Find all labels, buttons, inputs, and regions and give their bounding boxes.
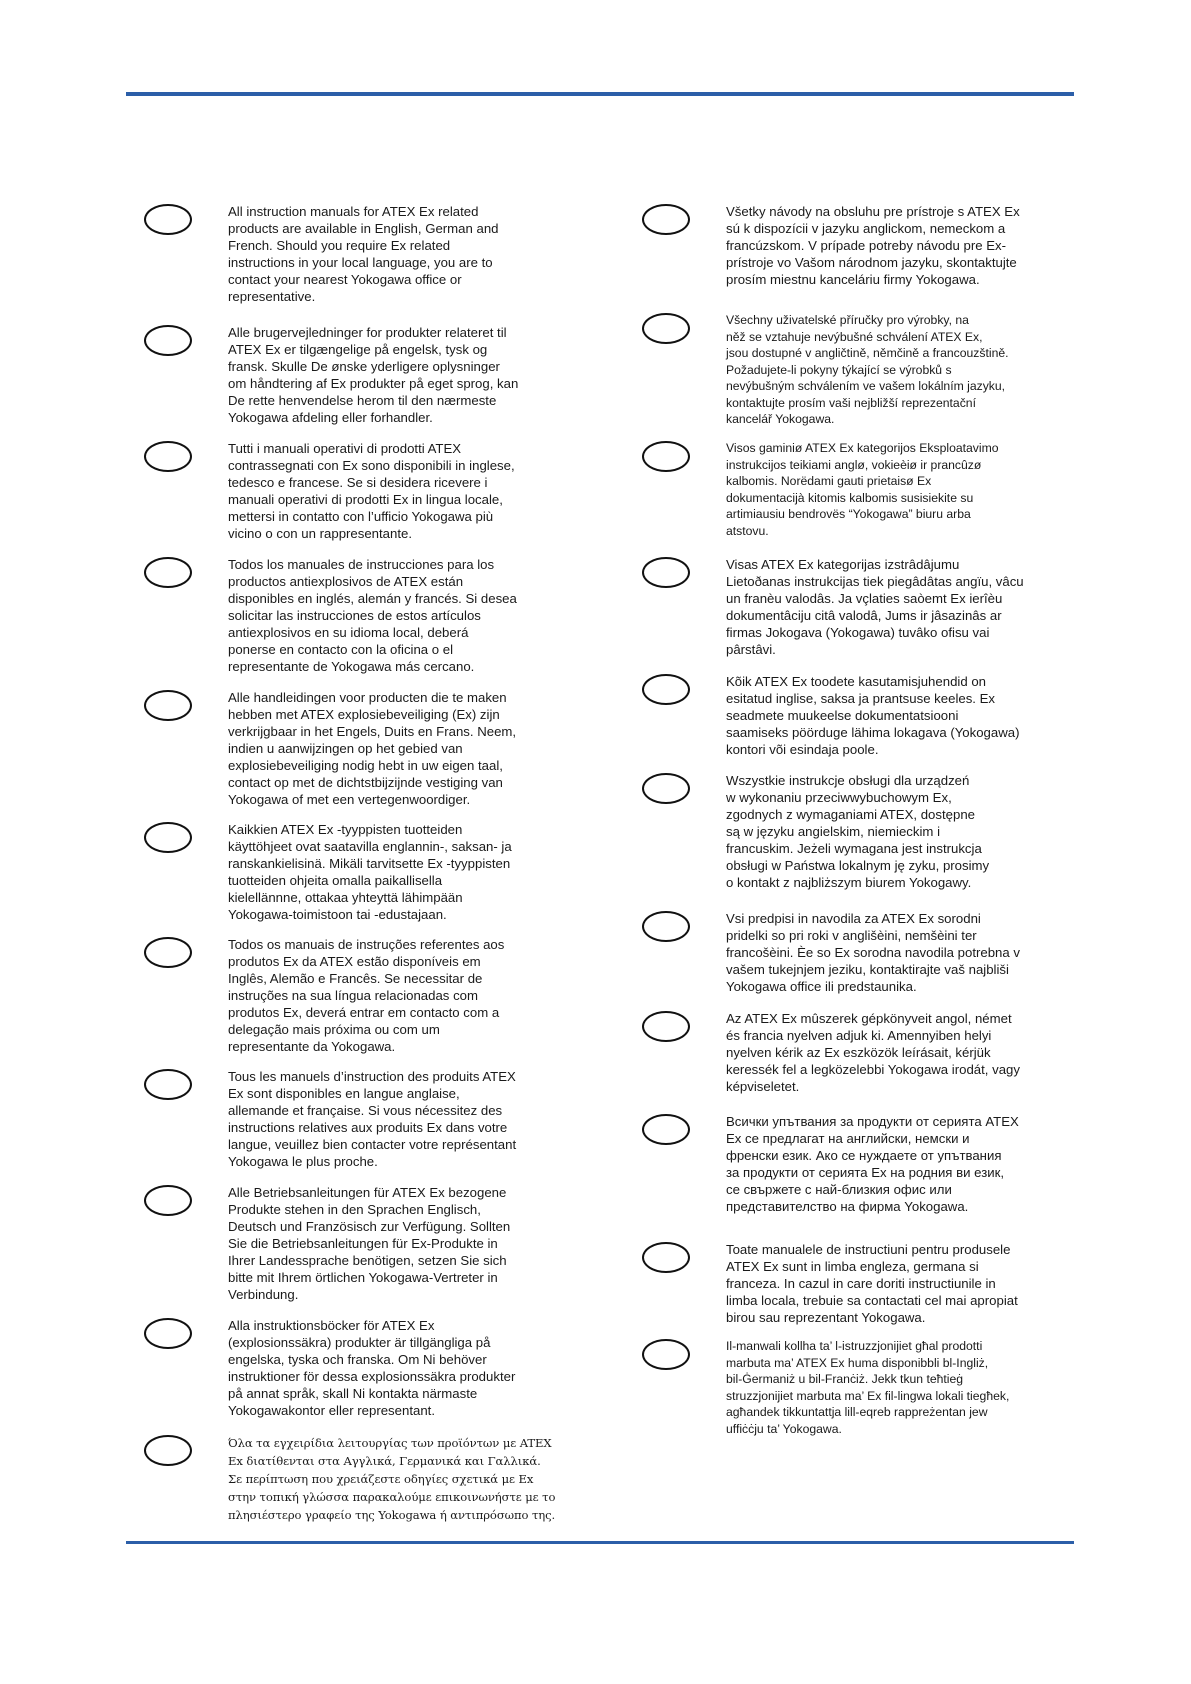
notice-text: Všetky návody na obsluhu pre prístroje s ATEX Ex sú k dispozícii v jazyku anglickom, nemeckom a francúzskom. V prípade potreby návodu pre Ex- prístroje vo Vašom národnom jazyku, skontaktujte prosím miestnu kanceláriu firmy Yokogawa. xyxy=(726,204,1020,287)
notice-text: Όλα τα εγχειρίδια λειτουργίας των προϊόντων με ATEX Ex διατίθενται στα Αγγλικά, Γερμανικά και Γαλλικά. Σε περίπτωση που χρειάζεστε οδηγίες σχετικά με Ex στην τοπική γλώσσα παρακαλούμε επικοινωνήστε με το πλησιέστερο γραφείο της Yokogawa ή αντιπρόσωπο της. xyxy=(228,1436,556,1522)
language-marker-oval xyxy=(144,557,192,588)
notice-text: Az ATEX Ex mûszerek gépkönyveit angol, német és francia nyelven adjuk ki. Amennyiben helyi nyelven kérik az Ex eszközök leírásait, kérjük keressék fel a legközelebbi Yokogawa irodát, vagy képviseletet. xyxy=(726,1011,1020,1094)
notice-text: Kõik ATEX Ex toodete kasutamisjuhendid on esitatud inglise, saksa ja prantsuse keeles. Ex seadmete muukeelse dokumentatsiooni saamiseks pöörduge lähima lokagava (Yokogawa) kontori või esindaja poole. xyxy=(726,674,1020,757)
language-marker-oval xyxy=(642,1339,690,1370)
notice-text: Todos los manuales de instrucciones para los productos antiexplosivos de ATEX están disponibles en inglés, alemán y francés. Si desea solicitar las instrucciones de estos artículos antiexplosivos en su idioma local, deberá ponerse en contacto con la oficina o el representante de Yokogawa más cercano. xyxy=(228,557,517,674)
language-marker-oval xyxy=(144,822,192,853)
notice-text: Tutti i manuali operativi di prodotti ATEX contrassegnati con Ex sono disponibili in inglese, tedesco e francese. Se si desidera ricevere i manuali operativi di prodotti Ex in lingua locale, mettersi in contatto con l’ufficio Yokogawa più vicino o con un rappresentante. xyxy=(228,441,515,541)
notice-text: Visas ATEX Ex kategorijas izstrâdâjumu Lietoðanas instrukcijas tiek piegâdâtas angïu, vâcu un franèu valodâs. Ja vçlaties saòemt Ex ierîèu dokumentâciju citâ valodâ, Jums ir jâsazinâs ar firmas Jokogava (Yokogawa) tuvâko ofisu vai pârstâvi. xyxy=(726,557,1024,657)
language-marker-oval xyxy=(642,557,690,588)
right-column xyxy=(638,0,1178,1684)
language-marker-oval xyxy=(642,911,690,942)
language-marker-oval xyxy=(144,937,192,968)
notice-text: All instruction manuals for ATEX Ex related products are available in English, German and French. Should you require Ex related instructions in your local language, you are to contact your nearest Yokogawa office or representative. xyxy=(228,204,499,304)
notice-text: Kaikkien ATEX Ex -tyyppisten tuotteiden käyttöhjeet ovat saatavilla englannin-, saksan- ja ranskankielisinä. Mikäli tarvitsette Ex -tyyppisten tuotteiden ohjeita omalla paikallisella kielellännne, ottakaa yhteyttä lähimpään Yokogawa-toimistoon tai -edustajaan. xyxy=(228,822,512,922)
notice-text: Il-manwali kollha ta’ l-istruzzjonijiet għal prodotti marbuta ma’ ATEX Ex huma disponibbli bl-Ingliż, bil-Ġermaniż u bil-Franċiż. Jekk tkun teħtieġ struzzjonijiet marbuta ma’ Ex fil-lingwa lokali tiegħek, agħandek tikkuntattja lill-eqreb rappreżentan jew uffiċċju ta’ Yokogawa. xyxy=(726,1339,1010,1436)
notice-text: Vsi predpisi in navodila za ATEX Ex sorodni pridelki so pri roki v anglišèini, nemšèini ter francošèini. Èe so Ex sorodna navodila potrebna v vašem tukejnjem jeziku, kontaktirajte vaš najbliši Yokogawa office ili predstaunika. xyxy=(726,911,1020,994)
notice-text: Toate manualele de instructiuni pentru produsele ATEX Ex sunt in limba engleza, germana si franceza. In cazul in care doriti instructiunile in limba locala, trebuie sa contactati cel mai apropiat birou sau reprezentant Yokogawa. xyxy=(726,1242,1018,1325)
language-marker-oval xyxy=(642,1011,690,1042)
language-marker-oval xyxy=(642,441,690,472)
language-marker-oval xyxy=(144,690,192,721)
language-marker-oval xyxy=(642,674,690,705)
language-marker-oval xyxy=(642,204,690,235)
language-marker-oval xyxy=(642,1114,690,1145)
notice-text: Alle Betriebsanleitungen für ATEX Ex bezogene Produkte stehen in den Sprachen Englisch, Deutsch und Französisch zur Verfügung. Sollten Sie die Betriebsanleitungen für Ex-Produkte in Ihrer Landessprache benötigen, setzen Sie sich bitte mit Ihrem örtlichen Yokogawa-Vertreter in Verbindung. xyxy=(228,1185,511,1302)
language-marker-oval xyxy=(144,1435,192,1466)
notice-text: Alla instruktionsböcker för ATEX Ex (explosionssäkra) produkter är tillgängliga på engelska, tyska och franska. Om Ni behöver instruktioner för dessa explosionssäkra produkter på annat språk, skall Ni kontakta närmaste Yokogawakontor eller representant. xyxy=(228,1318,516,1418)
left-column xyxy=(140,0,680,1684)
language-marker-oval xyxy=(642,773,690,804)
language-marker-oval xyxy=(144,325,192,356)
language-marker-oval xyxy=(144,441,192,472)
language-marker-oval xyxy=(642,313,690,344)
language-marker-oval xyxy=(144,1069,192,1100)
notice-text: Alle handleidingen voor producten die te maken hebben met ATEX explosiebeveiliging (Ex) zijn verkrijgbaar in het Engels, Duits en Frans. Neem, indien u aanwijzingen op het gebied van explosiebeveiliging nodig hebt in uw eigen taal, contact op met de dichtstbijzijnde vestiging van Yokogawa of met een vertegenwoordiger. xyxy=(228,690,517,807)
notice-text: Wszystkie instrukcje obsługi dla urządzeń w wykonaniu przeciwwybuchowym Ex, zgodnych z wymaganiami ATEX, dostępne są w języku angielskim, niemieckim i francuskim. Jeżeli wymagana jest instrukcja obsługi w Państwa lokalnym ję zyku, prosimy o kontakt z najbliższym biurem Yokogawy. xyxy=(726,773,990,890)
notice-text: Всички упътвания за продукти от серията ATEX Ex се предлагат на английски, немски и френски език. Ако се нуждаете от упътвания за продукти от серията Ex на родния ви език, се свържете с най-близкия офис или представителство на фирма Yokogawa. xyxy=(726,1114,1019,1214)
notice-text: Alle brugervejledninger for produkter relateret til ATEX Ex er tilgængelige på engelsk, tysk og fransk. Skulle De ønske yderligere oplysninger om håndtering af Ex produkter på eget sprog, kan De rette henvendelse herom til den nærmeste Yokogawa afdeling eller forhandler. xyxy=(228,325,519,425)
language-marker-oval xyxy=(144,204,192,235)
notice-text: Visos gaminiø ATEX Ex kategorijos Eksploatavimo instrukcijos teikiami anglø, vokieèiø ir prancûzø kalbomis. Norëdami gauti prietaisø Ex dokumentacijà kitomis kalbomis susisiekite su artimiausiu bendrovës “Yokogawa” biuru arba atstovu. xyxy=(726,441,999,538)
notice-text: Todos os manuais de instruções referentes aos produtos Ex da ATEX estão disponíveis em Inglês, Alemão e Francês. Se necessitar de instruções na sua língua relacionadas com produtos Ex, deverá entrar em contacto com a delegação mais próxima ou com um representante da Yokogawa. xyxy=(228,937,505,1054)
language-marker-oval xyxy=(144,1318,192,1349)
language-marker-oval xyxy=(642,1242,690,1273)
bottom-rule xyxy=(126,1541,1074,1544)
notice-text: Všechny uživatelské příručky pro výrobky, na něž se vztahuje nevýbušné schválení ATEX Ex, jsou dostupné v angličtině, němčině a francouzštině. Požadujete-li pokyny týkající se výrobků s nevýbušným schválením ve vašem lokálním jazyku, kontaktujte prosím vaši nejbližší reprezentační kancelář Yokogawa. xyxy=(726,313,1009,426)
notice-text: Tous les manuels d’instruction des produits ATEX Ex sont disponibles en langue anglaise, allemande et française. Si vous nécessitez des instructions relatives aux produits Ex dans votre langue, veuillez bien contacter votre représentant Yokogawa le plus proche. xyxy=(228,1069,517,1169)
language-marker-oval xyxy=(144,1185,192,1216)
